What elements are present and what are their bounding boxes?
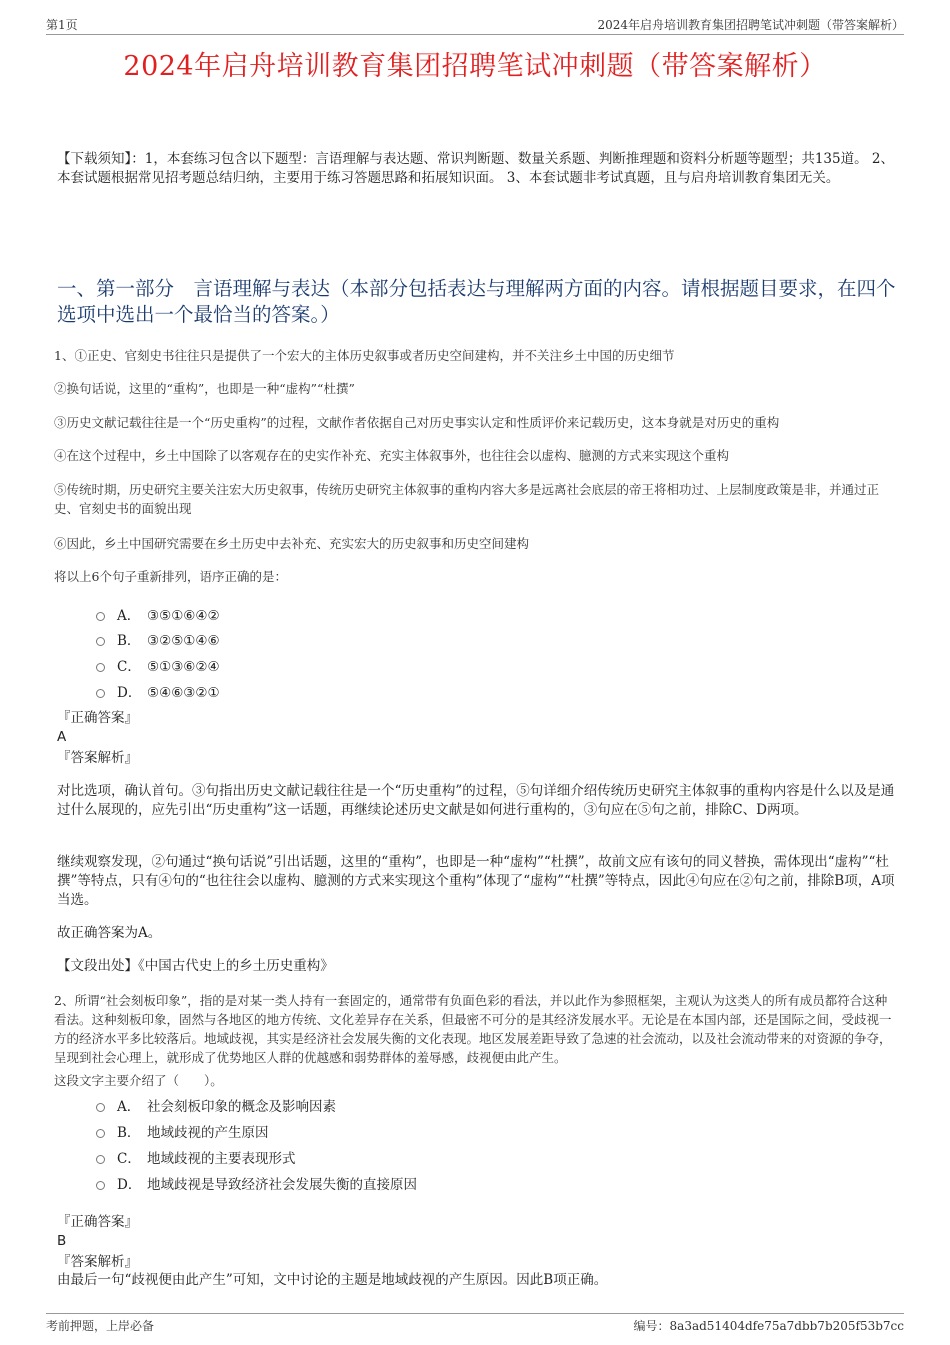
q1-option-b[interactable]: B． ③②⑤①④⑥	[96, 629, 220, 649]
q1-line-5: ⑤传统时期，历史研究主要关注宏大历史叙事，传统历史研究主体叙事的重构内容大多是远离社会底层的帝王将相功过、上层制度政策是非，并通过正史、官刻史书的面貌出现	[54, 482, 880, 516]
header-doc-title: 2024年启舟培训教育集团招聘笔试冲刺题（带答案解析）	[597, 18, 904, 32]
radio-icon[interactable]	[96, 663, 105, 672]
q2-analysis: 由最后一句“歧视便由此产生”可知，文中讨论的主题是地域歧视的产生原因。因此B项正确。	[57, 1272, 608, 1288]
q1-source: 【文段出处】《中国古代史上的乡土历史重构》	[57, 958, 334, 974]
section-heading: 一、第一部分 言语理解与表达（本部分包括表达与理解两方面的内容。请根据题目要求，在四个选项中选出一个最恰当的答案。）	[57, 277, 896, 326]
q1-line-4: ④在这个过程中，乡土中国除了以客观存在的史实作补充、充实主体叙事外，也往往会以虚构、臆测的方式来实现这个重构	[54, 448, 730, 463]
radio-icon[interactable]	[96, 1181, 105, 1190]
q1-prompt: 将以上6个句子重新排列，语序正确的是：	[54, 569, 287, 584]
download-notice: 【下载须知】：1，本套练习包含以下题型：言语理解与表达题、常识判断题、数量关系题、判断推理题和资料分析题等题型；共135道。 2、本套试题根据常见招考题总结归纳，主要用于练习答题思路和拓展知识面。 3、本套试题非考试真题，且与启舟培训教育集团无关。	[57, 151, 894, 186]
q1-analysis-label: 『答案解析』	[57, 750, 138, 766]
page-number: 第1页	[46, 18, 78, 32]
q2-question: 这段文字主要介绍了（ ）。	[54, 1073, 223, 1088]
q1-answer-label: 『正确答案』	[57, 710, 138, 726]
q1-answer: A	[57, 729, 67, 745]
q2-option-b[interactable]: B． 地域歧视的产生原因	[96, 1121, 269, 1141]
radio-icon[interactable]	[96, 612, 105, 621]
document-id: 编号：8a3ad51404dfe75a7dbb7b205f53b7cc	[633, 1319, 904, 1333]
q2-stem: 2、所谓“社会刻板印象”，指的是对某一类人持有一套固定的，通常带有负面色彩的看法，并以此作为参照框架，主观认为这类人的所有成员都符合这种看法。这种刻板印象，固然与各地区的地方传统、文化差异存在关系，但最密不可分的是其经济发展水平。无论是在本国内部，还是国际之间，受歧视一方的经济水平多比较落后。地域歧视，其实是经济社会发展失衡的文化表现。地区发展差距导致了急速的社会流动，以及社会流动带来的对资源的争夺，呈现到社会心理上，就形成了优势地区人群的优越感和弱势群体的羞辱感，歧视便由此产生。	[54, 993, 892, 1065]
q2-option-d[interactable]: D． 地域歧视是导致经济社会发展失衡的直接原因	[96, 1173, 417, 1193]
q1-line-2: ②换句话说，这里的“重构”，也即是一种“虚构”“杜撰”	[54, 381, 355, 396]
q2-option-a[interactable]: A． 社会刻板印象的概念及影响因素	[96, 1095, 336, 1115]
q2-option-c[interactable]: C． 地域歧视的主要表现形式	[96, 1147, 296, 1167]
q1-analysis-1: 对比选项，确认首句。③句指出历史文献记载往往是一个“历史重构”的过程，⑤句详细介绍传统历史研究主体叙事的重构内容是什么以及是通过什么展现的，应先引出“历史重构”这一话题，再继续论述历史文献是如何进行重构的，③句应在⑤句之前，排除C、D两项。	[57, 783, 895, 818]
page-header	[46, 14, 904, 35]
q1-option-a[interactable]: A． ③⑤①⑥④②	[96, 604, 220, 624]
radio-icon[interactable]	[96, 689, 105, 698]
q1-analysis-2: 继续观察发现，②句通过“换句话说”引出话题，这里的“重构”，也即是一种“虚构”“杜撰”，故前文应有该句的同义替换，需体现出“虚构”“杜撰”等特点，只有④句的“也往往会以虚构、臆测的方式来实现这个重构”体现了“虚构”“杜撰”等特点，因此④句应在②句之前，排除B项，A项当选。	[57, 854, 895, 908]
radio-icon[interactable]	[96, 1155, 105, 1164]
q1-analysis-3: 故正确答案为A。	[57, 925, 162, 941]
footer-slogan: 考前押题，上岸必备	[46, 1319, 155, 1333]
q2-answer: B	[57, 1233, 67, 1249]
radio-icon[interactable]	[96, 637, 105, 646]
q1-line-1: 1、①正史、官刻史书往往只是提供了一个宏大的主体历史叙事或者历史空间建构，并不关注乡土中国的历史细节	[54, 348, 675, 363]
document-title: 2024年启舟培训教育集团招聘笔试冲刺题（带答案解析）	[123, 51, 827, 82]
q2-answer-label: 『正确答案』	[57, 1214, 138, 1230]
q1-option-c[interactable]: C． ⑤①③⑥②④	[96, 655, 220, 675]
q1-line-3: ③历史文献记载往往是一个“历史重构”的过程，文献作者依据自己对历史事实认定和性质评价来记载历史，这本身就是对历史的重构	[54, 415, 780, 430]
radio-icon[interactable]	[96, 1129, 105, 1138]
page-footer	[46, 1313, 904, 1336]
q2-analysis-label: 『答案解析』	[57, 1254, 138, 1270]
q1-option-d[interactable]: D． ⑤④⑥③②①	[96, 681, 220, 701]
q1-line-6: ⑥因此，乡土中国研究需要在乡土历史中去补充、充实宏大的历史叙事和历史空间建构	[54, 536, 530, 551]
radio-icon[interactable]	[96, 1103, 105, 1112]
